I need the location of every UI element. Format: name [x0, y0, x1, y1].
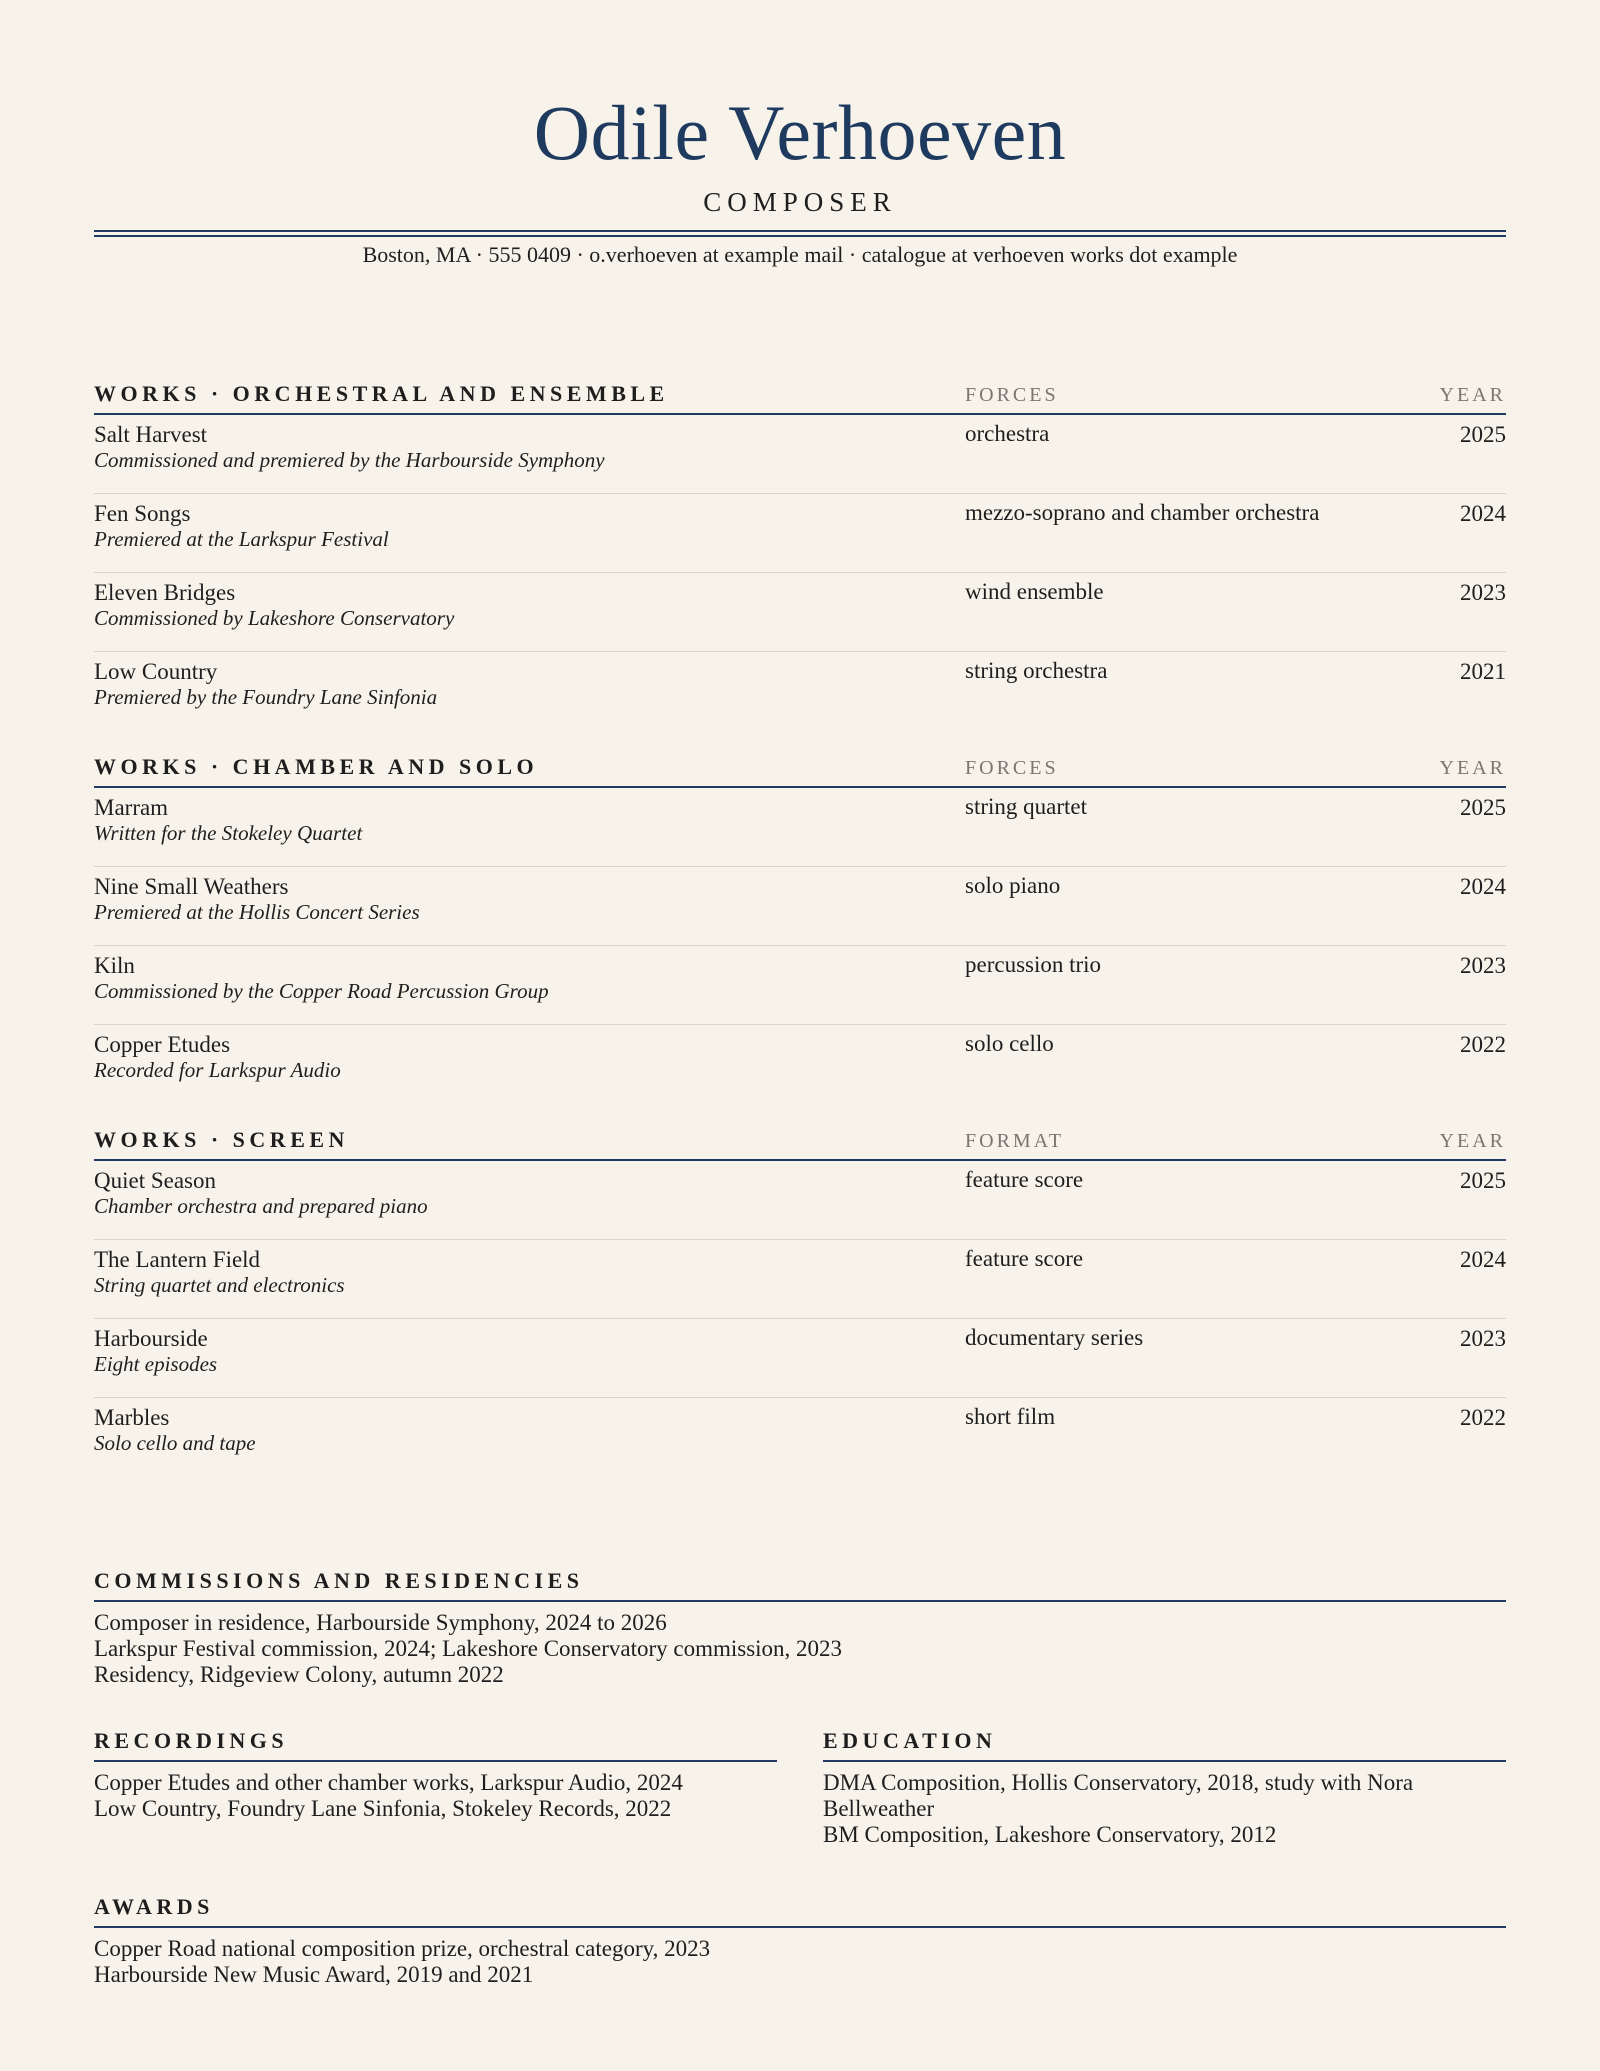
work-title: Nine Small Weathers [94, 874, 289, 899]
work-note: Recorded for Larkspur Audio [94, 1058, 341, 1082]
work-row [94, 652, 1506, 730]
work-row [94, 1025, 1506, 1103]
section-title: COMMISSIONS AND RESIDENCIES [94, 1568, 584, 1593]
work-year: 2024 [1460, 1247, 1506, 1272]
work-title: Salt Harvest [94, 422, 208, 447]
section-header [823, 1724, 1506, 1762]
work-forces: solo cello [965, 1031, 1054, 1056]
work-note: Premiered at the Hollis Concert Series [94, 900, 420, 924]
section-education [823, 1724, 1506, 1848]
awards-list [94, 1928, 1506, 1988]
work-year: 2024 [1460, 501, 1506, 526]
list-item: DMA Composition, Hollis Conservatory, 2018, study with Nora Bellweather [823, 1770, 1414, 1821]
work-format: short film [965, 1404, 1056, 1429]
list-item: Low Country, Foundry Lane Sinfonia, Stokeley Records, 2022 [94, 1796, 672, 1821]
section-title: EDUCATION [823, 1728, 997, 1753]
work-row [94, 1240, 1506, 1319]
work-note: Solo cello and tape [94, 1431, 256, 1455]
list-item: Composer in residence, Harbourside Symphony, 2024 to 2026 [94, 1610, 667, 1635]
work-row [94, 1161, 1506, 1240]
work-forces: orchestra [965, 421, 1050, 446]
column-label-year: YEAR [1439, 757, 1506, 779]
section-title: WORKS · CHAMBER AND SOLO [94, 754, 539, 779]
work-note: Chamber orchestra and prepared piano [94, 1194, 428, 1218]
work-note: String quartet and electronics [94, 1273, 345, 1297]
commissions-list [94, 1602, 1506, 1688]
list-item: Larkspur Festival commission, 2024; Lakeshore Conservatory commission, 2023 [94, 1636, 843, 1661]
work-note: Commissioned by Lakeshore Conservatory [94, 606, 455, 630]
work-year: 2023 [1460, 580, 1506, 605]
work-year: 2024 [1460, 874, 1506, 899]
work-year: 2022 [1460, 1405, 1506, 1430]
work-note: Written for the Stokeley Quartet [94, 821, 363, 845]
work-title: Low Country [94, 659, 218, 684]
list-item: Copper Road national composition prize, orchestral category, 2023 [94, 1936, 711, 1961]
work-title: Copper Etudes [94, 1032, 231, 1057]
education-list [823, 1762, 1506, 1848]
section-header [94, 750, 1506, 788]
work-row [94, 867, 1506, 946]
work-note: Eight episodes [94, 1352, 218, 1376]
section-chamber [94, 750, 1506, 1103]
section-recordings [94, 1724, 777, 1822]
work-forces: solo piano [965, 873, 1061, 898]
work-note: Premiered at the Larkspur Festival [94, 527, 389, 551]
list-item: Harbourside New Music Award, 2019 and 2021 [94, 1962, 534, 1987]
work-row [94, 788, 1506, 867]
list-item: BM Composition, Lakeshore Conservatory, 2012 [823, 1822, 1277, 1847]
section-title: AWARDS [94, 1894, 214, 1919]
section-header [94, 1564, 1506, 1602]
work-row [94, 1398, 1506, 1476]
list-item: Copper Etudes and other chamber works, Larkspur Audio, 2024 [94, 1770, 683, 1795]
section-title: WORKS · SCREEN [94, 1127, 349, 1152]
column-label-format: FORMAT [965, 1130, 1065, 1152]
work-forces: wind ensemble [965, 579, 1104, 604]
work-year: 2021 [1460, 659, 1506, 684]
work-title: Eleven Bridges [94, 580, 236, 605]
section-title: RECORDINGS [94, 1728, 289, 1753]
work-year: 2023 [1460, 953, 1506, 978]
work-title: Marram [94, 795, 169, 820]
work-year: 2023 [1460, 1326, 1506, 1351]
work-year: 2025 [1460, 1168, 1506, 1193]
work-forces: mezzo-soprano and chamber orchestra [965, 500, 1320, 525]
work-note: Commissioned and premiered by the Harbourside Symphony [94, 448, 605, 472]
work-row [94, 494, 1506, 573]
work-row [94, 573, 1506, 652]
work-year: 2025 [1460, 795, 1506, 820]
work-format: documentary series [965, 1325, 1144, 1350]
work-title: Kiln [94, 953, 135, 978]
section-header [94, 1890, 1506, 1928]
section-title: WORKS · ORCHESTRAL AND ENSEMBLE [94, 381, 669, 406]
work-row [94, 415, 1506, 494]
work-note: Commissioned by the Copper Road Percussion Group [94, 979, 549, 1003]
column-label-forces: FORCES [965, 384, 1059, 406]
work-year: 2025 [1460, 422, 1506, 447]
column-label-forces: FORCES [965, 757, 1059, 779]
work-forces: string quartet [965, 794, 1087, 819]
composer-name: Odile Verhoeven [533, 89, 1067, 176]
column-label-year: YEAR [1439, 1130, 1506, 1152]
section-header [94, 1123, 1506, 1161]
header-divider [94, 230, 1506, 237]
section-screen [94, 1123, 1506, 1476]
work-title: Quiet Season [94, 1168, 217, 1193]
work-row [94, 946, 1506, 1025]
column-label-year: YEAR [1439, 384, 1506, 406]
work-row [94, 1319, 1506, 1398]
contact-line: Boston, MA · 555 0409 · o.verhoeven at example mail · catalogue at verhoeven works dot example [362, 242, 1238, 267]
work-format: feature score [965, 1167, 1084, 1192]
section-orchestral [94, 377, 1506, 730]
section-awards [94, 1890, 1506, 1988]
section-commissions [94, 1564, 1506, 1688]
work-title: The Lantern Field [94, 1247, 261, 1272]
list-item: Residency, Ridgeview Colony, autumn 2022 [94, 1662, 504, 1687]
work-forces: percussion trio [965, 952, 1102, 977]
section-header [94, 377, 1506, 415]
work-format: feature score [965, 1246, 1084, 1271]
work-year: 2022 [1460, 1032, 1506, 1057]
work-note: Premiered by the Foundry Lane Sinfonia [94, 685, 438, 709]
work-forces: string orchestra [965, 658, 1108, 683]
section-header [94, 1724, 777, 1762]
work-title: Harbourside [94, 1326, 208, 1351]
role-title: COMPOSER [703, 187, 897, 217]
work-title: Marbles [94, 1405, 170, 1430]
work-title: Fen Songs [94, 501, 191, 526]
recordings-list [94, 1762, 777, 1822]
